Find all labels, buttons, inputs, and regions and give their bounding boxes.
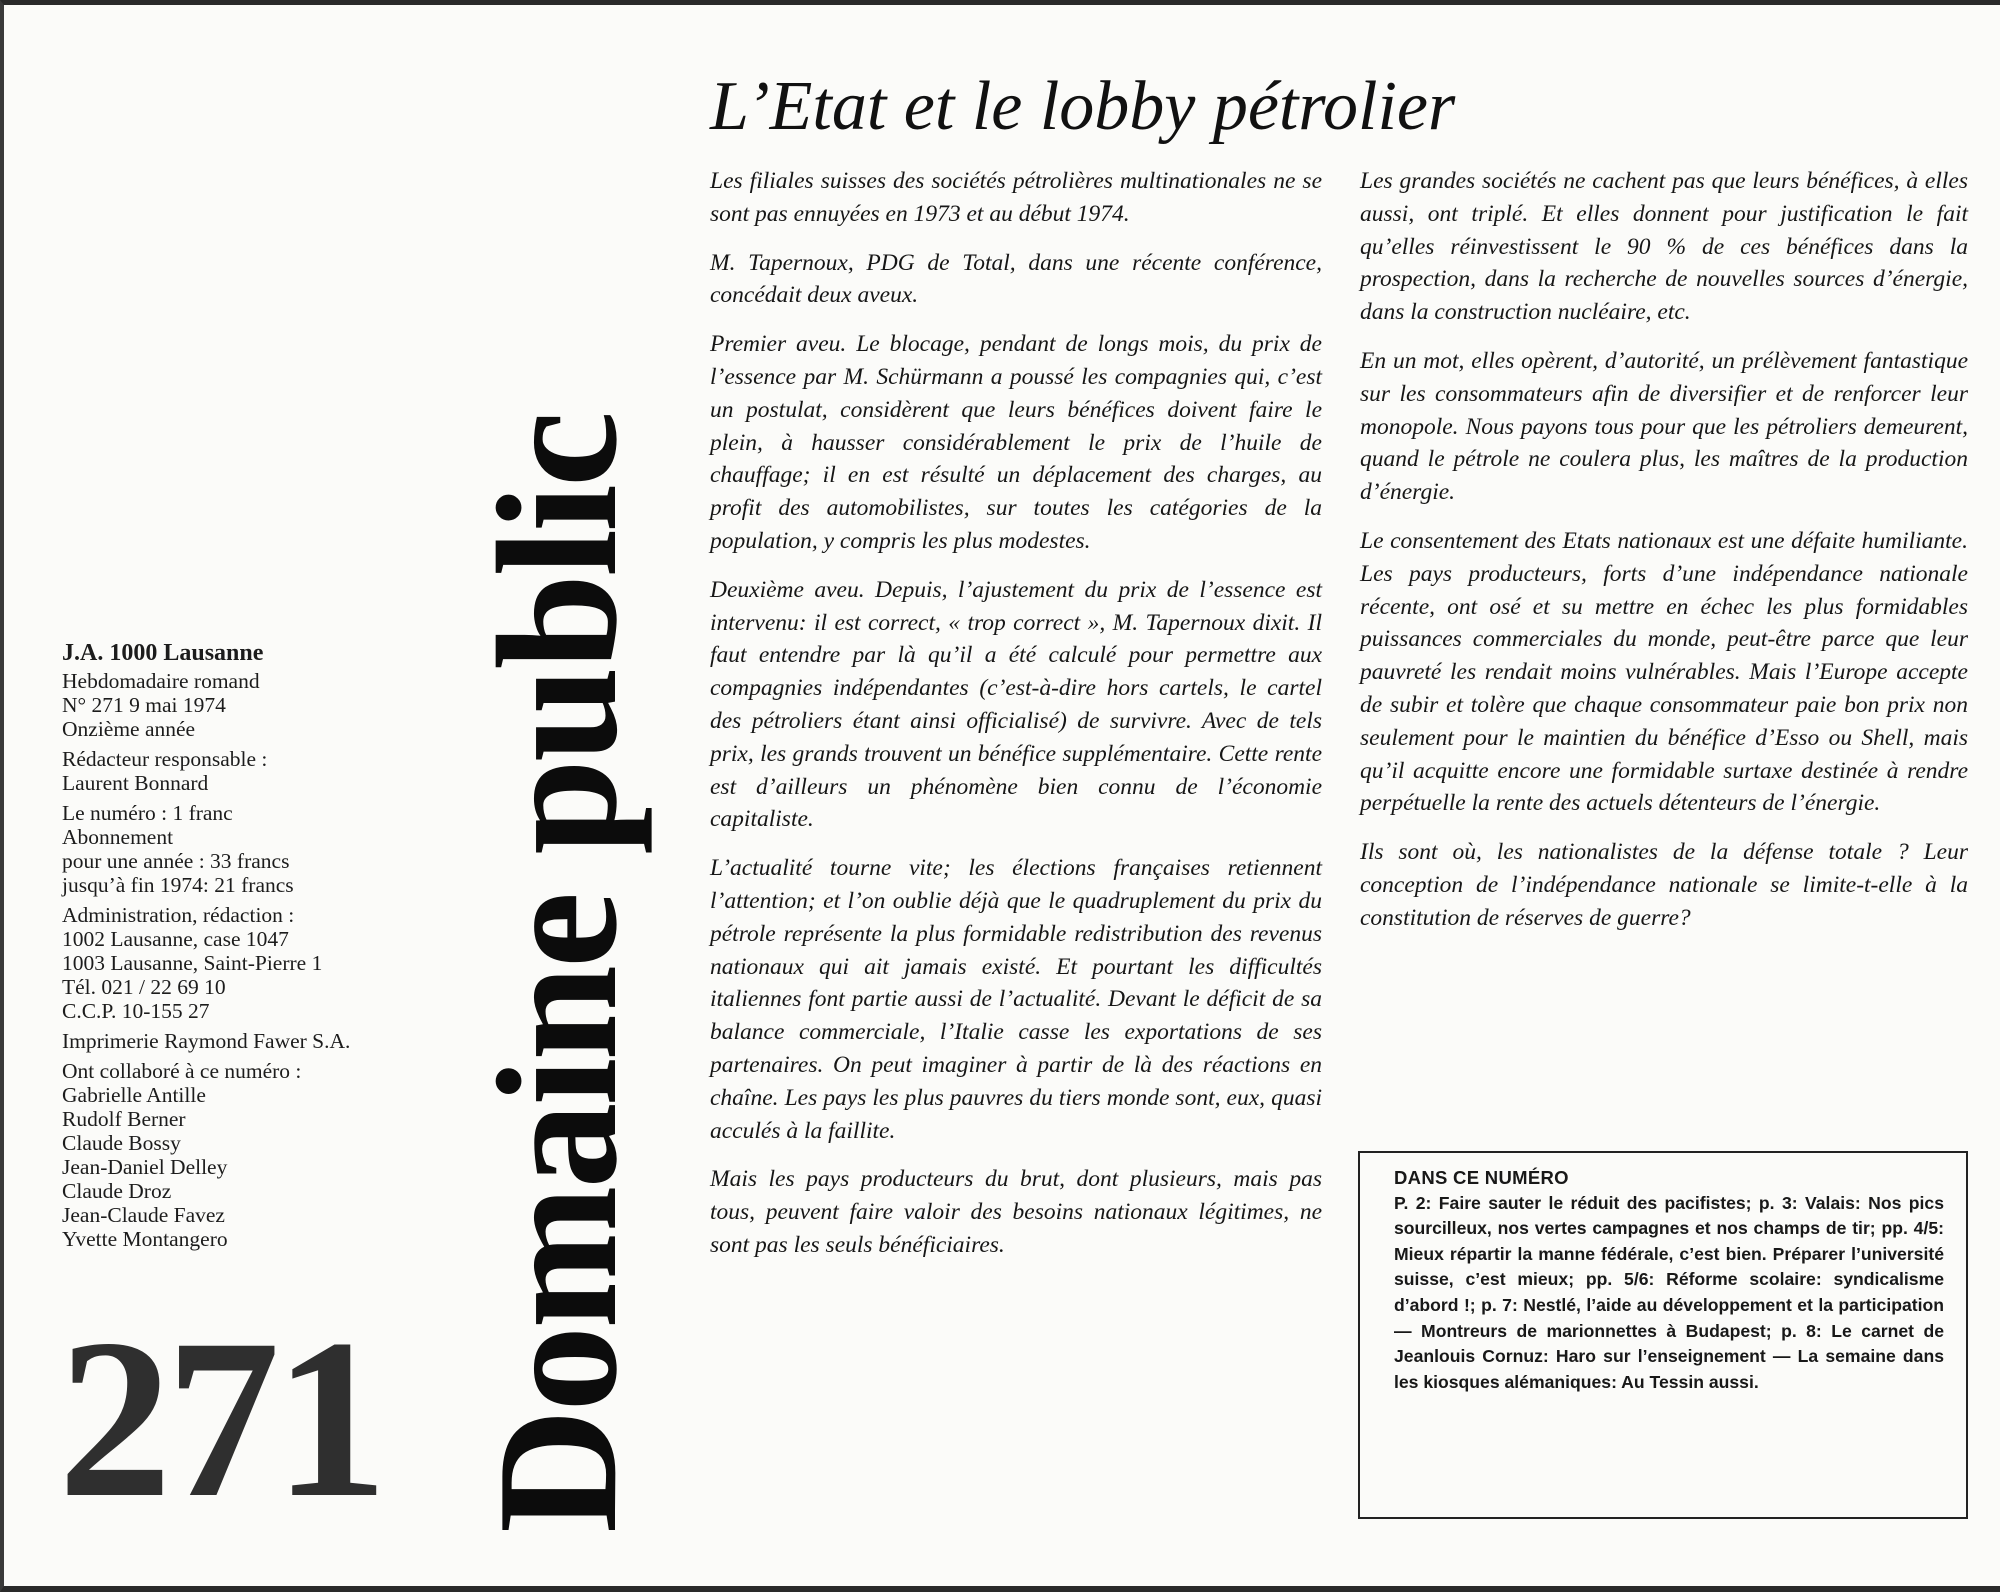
- article-column-1: [710, 165, 1322, 1278]
- article-paragraph: Le consentement des Etats nationaux est une défaite humiliante. Les pays producteurs, forts d’une indépendance nationale récente, ont osé et su mettre en échec les plus formidables puissances commerciales du monde, peut-être parce que leur pauvreté les rendait moins vulnérables. Mais l’Europe accepte de subir et tolère que chaque consommateur paie bon prix non seulement pour le maintien du bénéfice d’Esso ou Shell, mais qu’il acquitte encore une formidable surtaxe destinée à rendre perpétuelle la rente des actuels détenteurs de l’énergie.: [1360, 527, 1968, 817]
- article-paragraph: Ils sont où, les nationalistes de la défense totale ? Leur conception de l’indépendance nationale se limite-t-elle à la constitution de réserves de guerre?: [1360, 839, 1968, 931]
- article-paragraph: Mais les pays producteurs du brut, dont plusieurs, mais pas tous, peuvent faire valoir des besoins nationaux légitimes, ne sont pas les seuls bénéficiaires.: [710, 1166, 1322, 1258]
- article-paragraph: Deuxième aveu. Depuis, l’ajustement du prix de l’essence est intervenu: il est correct, « trop correct », M. Tapernoux dixit. Il faut entendre par là qu’il a été calculé pour permettre aux compagnies indépendantes (c’est-à-dire hors cartels, le cartel des pétroliers étant ainsi officialisé) de survivre. Avec de tels prix, les grands trouvent un bénéfice supplémentaire. Cette rente est d’ailleurs un phénomène bien connu de l’économie capitaliste.: [710, 576, 1322, 833]
- info-line: Rédacteur responsable :: [62, 747, 268, 771]
- info-block-contributors: [62, 1059, 442, 1251]
- article-paragraph: M. Tapernoux, PDG de Total, dans une récente conférence, concédait deux aveux.: [710, 249, 1322, 309]
- info-line: N° 271 9 mai 1974: [62, 693, 226, 717]
- publication-info: [62, 641, 442, 1257]
- info-block-editor: [62, 747, 442, 795]
- article-paragraph: L’actualité tourne vite; les élections françaises retiennent l’attention; et l’on oublie déjà que le quadruplement du prix du pétrole représente la plus formidable redistribution des revenus nationaux qui ait jamais existé. Et pourtant les difficultés italiennes font partie aussi de l’actualité. Devant le déficit de sa balance commerciale, l’Italie casse les exportations de ses partenaires. On peut imaginer à partir de là des réactions en chaîne. Les pays les plus pauvres du tiers monde sont, eux, quasi acculés à la faillite.: [710, 855, 1322, 1144]
- info-block-edition: [62, 669, 442, 741]
- info-line: jusqu’à fin 1974: 21 francs: [62, 873, 294, 897]
- contributor-name: Gabrielle Antille: [62, 1083, 206, 1107]
- info-line: Imprimerie Raymond Fawer S.A.: [62, 1029, 351, 1053]
- contributor-name: Claude Bossy: [62, 1131, 181, 1155]
- contributor-name: Yvette Montangero: [62, 1227, 228, 1251]
- info-block-address: [62, 903, 442, 1023]
- article-paragraph: Les filiales suisses des sociétés pétrolières multinationales ne se sont pas ennuyées en 1973 et au début 1974.: [710, 168, 1322, 227]
- article-paragraph: Les grandes sociétés ne cachent pas que leurs bénéfices, à elles aussi, ont triplé. Et elles donnent pour justification le fait qu’elles réinvestissent le 90 % de ces bénéfices dans la prospection, dans la recherche de nouvelles sources d’énergie, dans la construction nucléaire, etc.: [1360, 168, 1968, 326]
- issue-number-digits: 271: [58, 1293, 382, 1545]
- article-column-2: [1360, 165, 1968, 951]
- contents-box: [1358, 1151, 1968, 1519]
- article-paragraph: Premier aveu. Le blocage, pendant de longs mois, du prix de l’essence par M. Schürmann a poussé les compagnies qui, c’est un postulat, considèrent que leurs bénéfices doivent faire le plein, à hausser considérablement le prix de l’huile de chauffage; il en est résulté un déplacement des charges, au profit des automobilistes, sur toutes les catégories de la population, y compris les plus modestes.: [710, 331, 1322, 554]
- info-line: Abonnement: [62, 825, 174, 849]
- issue-number-large: [58, 1293, 382, 1545]
- contributor-name: Jean-Claude Favez: [62, 1203, 225, 1227]
- info-line: 1002 Lausanne, case 1047: [62, 927, 289, 951]
- info-line: Onzième année: [62, 717, 196, 741]
- info-line: pour une année : 33 francs: [62, 849, 290, 873]
- info-line: Tél. 021 / 22 69 10: [62, 975, 226, 999]
- info-line: Laurent Bonnard: [62, 771, 209, 795]
- info-line: C.C.P. 10-155 27: [62, 999, 210, 1023]
- contents-body: P. 2: Faire sauter le réduit des pacifistes; p. 3: Valais: Nos pics sourcilleux, nos vertes campagnes et nos champs de tir; pp. 4/5: Mieux répartir la manne fédérale, c’est bien. Préparer l’université suisse, c’est mieux; pp. 5/6: Réforme scolaire: syndicalisme d’abord !; p. 7: Nestlé, l’aide au développement et la participation — Montreurs de marionnettes à Budapest; p. 8: Le carnet de Jeanlouis Cornuz: Haro sur l’enseignement — La semaine dans les kiosques alémaniques: Au Tessin aussi.: [1394, 1192, 1944, 1392]
- article-headline: L’Etat et le lobby pétrolier: [710, 68, 1456, 145]
- masthead-title: Domaine public: [463, 413, 653, 1533]
- contributor-name: Jean-Daniel Delley: [62, 1155, 228, 1179]
- contents-title: DANS CE NUMÉRO: [1394, 1167, 1569, 1188]
- info-block-printer: [62, 1029, 442, 1053]
- info-line: 1003 Lausanne, Saint-Pierre 1: [62, 951, 323, 975]
- contributor-name: Claude Droz: [62, 1179, 172, 1203]
- contributor-name: Rudolf Berner: [62, 1107, 186, 1131]
- info-line: Le numéro : 1 franc: [62, 801, 233, 825]
- info-line: Hebdomadaire romand: [62, 669, 260, 693]
- info-line: Ont collaboré à ce numéro :: [62, 1059, 302, 1083]
- info-line: Administration, rédaction :: [62, 903, 295, 927]
- info-head: J.A. 1000 Lausanne: [62, 640, 264, 666]
- info-block-price: [62, 801, 442, 897]
- article-paragraph: En un mot, elles opèrent, d’autorité, un prélèvement fantastique sur les consommateurs afin de diversifier et de renforcer leur monopole. Nous payons tous pour que les pétroliers demeurent, quand le pétrole ne coulera plus, les maîtres de la production d’énergie.: [1360, 347, 1968, 506]
